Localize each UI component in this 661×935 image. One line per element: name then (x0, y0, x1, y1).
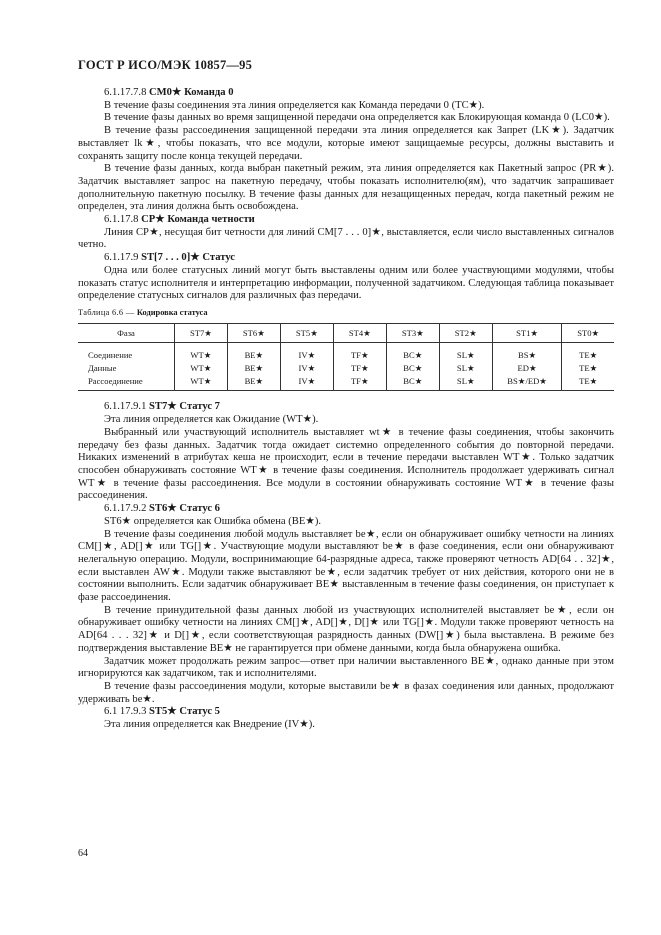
table-cell: IV★ (280, 362, 333, 375)
paragraph: В течение фазы данных, когда выбран пакетный режим, эта линия определяется как Пакетный запрос (PR★). Задатчик выставляет запрос на пакетную передачу, чтобы показать исполнителю(ям), что задатчик запрашивает дополнительную пакетную посылку. В течение фазы данных для незащищенных передач, когда пакетный режим не определен, эта линия должна быть освобождена. (78, 163, 614, 213)
paragraph: В течение принудительной фазы данных любой из участвующих исполнителей выставляет be★, если он обнаруживает ошибку четности на линиях CM[]★, AD[]★, D[]★ или TG[]★. Модули также проверяют четность на AD[64 . . . 32]★ и D[]★, если соответствующая разрядность данных (DW[]★) была выставлена. В режиме без подтверждения выставление BE★ не гарантируется при обмене данными, когда была обнаружена ошибка. (78, 604, 614, 654)
table-cell: BC★ (386, 362, 439, 375)
paragraph: Линия CP★, несущая бит четности для линий CM[7 . . . 0]★, выставляется, если число выставленных сигналов четно. (78, 226, 614, 251)
section-heading-st: 6.1.17.9 ST[7 . . . 0]★ Статус (104, 252, 235, 264)
table-header-cell: ST5★ (280, 323, 333, 343)
section-heading-st7: 6.1.17.9.1 ST7★ Статус 7 (104, 401, 220, 413)
table-header-cell: ST2★ (439, 323, 492, 343)
paragraph: ST6★ определяется как Ошибка обмена (BE★). (104, 515, 322, 527)
document-body (78, 87, 614, 732)
table-cell: WT★ (174, 343, 227, 362)
table-cell: TE★ (562, 362, 614, 375)
paragraph: Задатчик может продолжать режим запрос—ответ при наличии выставленного BE★, однако данные при этом игнорируются как задатчиком, так и исполнителями. (78, 655, 614, 680)
document-header: ГОСТ Р ИСО/МЭК 10857—95 (78, 58, 253, 72)
table-header-cell: ST7★ (174, 323, 227, 343)
table-cell: IV★ (280, 375, 333, 391)
paragraph: В течение фазы соединения эта линия определяется как Команда передачи 0 (TC★). (104, 99, 485, 111)
table-row (78, 375, 614, 391)
table-header-cell: ST3★ (386, 323, 439, 343)
table-cell: ED★ (492, 362, 562, 375)
table-cell: TE★ (562, 343, 614, 362)
table-header-cell: Фаза (78, 323, 174, 343)
paragraph: Выбранный или участвующий исполнитель выставляет wt★ в течение фазы соединения, чтобы закончить передачу без фазы данных. Задатчик тогда ожидает системно определенного события до повторной передачи. Никаких изменений в атрибутах кеша не происходит, если в течение передачи выставлен WT★. Только задатчик способен обнаруживать состояние WT★ в течение фазы соединения. Исполнитель продолжает удерживать сигнал WT★ в течение фазы рассоединения. Все модули в состоянии обнаруживать состояние WT★ в течение фазы рассоединения. (78, 426, 614, 502)
section-heading-st6: 6.1.17.9.2 ST6★ Статус 6 (104, 503, 220, 515)
table-cell: BC★ (386, 375, 439, 391)
paragraph: В течение фазы рассоединения модули, которые выставили be★ в фазах соединения или данных, продолжают удерживать be★. (78, 680, 614, 705)
table-cell: BS★/ED★ (492, 375, 562, 391)
table-cell: Рассоединение (78, 375, 174, 391)
section-heading-cm0: 6.1.17.7.8 CM0★ Команда 0 (104, 87, 234, 98)
table-cell: SL★ (439, 362, 492, 375)
section-heading-st5: 6.1 17.9.3 ST5★ Статус 5 (104, 706, 220, 718)
table-caption: Таблица 6.6 — Кодировка статуса (78, 307, 208, 317)
paragraph: Эта линия определяется как Ожидание (WT★). (104, 414, 319, 426)
table-header-cell: ST4★ (333, 323, 386, 343)
table-cell: BE★ (227, 362, 280, 375)
paragraph: В течение фазы соединения любой модуль выставляет be★, если он обнаруживает ошибку четности на линиях CM[]★, AD[]★ или TG[]★. Участвующие модули выставляют be★ в фазе соединения, если они обнаруживают нелегальную операцию. Модули, воспринимающие 64-разрядные адреса, также проверяют четность AD[64 . . 32]★, если выставлен AW★. Модули также выставляют be★, если задатчик требует от них действия, которого они не в состоянии выполнить. Если задатчик обнаруживает BE★ выставленным в течение фазы соединения, он приступает к фазе рассоединения. (78, 528, 614, 604)
page-number: 64 (78, 848, 88, 859)
table-cell: WT★ (174, 375, 227, 391)
table-header-row (78, 323, 614, 343)
table-cell: WT★ (174, 362, 227, 375)
table-cell: BE★ (227, 343, 280, 362)
table-cell: BE★ (227, 375, 280, 391)
table-cell: IV★ (280, 343, 333, 362)
table-header-cell: ST0★ (562, 323, 614, 343)
table-cell: SL★ (439, 343, 492, 362)
table-row (78, 343, 614, 362)
table-cell: TF★ (333, 375, 386, 391)
table-row (78, 362, 614, 375)
table-header-cell: ST1★ (492, 323, 562, 343)
paragraph: В течение фазы рассоединения защищенной передачи эта линия определяется как Запрет (LK★). Задатчик выставляет lk★, чтобы показать, что все модули, которые имеют защищаемые ресурсы, должны выставить и сохранять защиту после конца текущей передачи. (78, 125, 614, 162)
table-header-cell: ST6★ (227, 323, 280, 343)
paragraph: В течение фазы данных во время защищенной передачи она определяется как Блокирующая команда 0 (LC0★). (104, 112, 610, 124)
table-cell: TE★ (562, 375, 614, 391)
table-cell: Соединение (88, 350, 133, 361)
paragraph: Эта линия определяется как Внедрение (IV★). (104, 719, 315, 731)
table-cell: TF★ (333, 343, 386, 362)
paragraph: Одна или более статусных линий могут быть выставлены одним или более участвующими модулями, чтобы показать статус исполнителя и интерпретацию информации, полученной задатчиком. Следующая таблица показывает определение статусных сигналов для различных фаз передачи. (78, 264, 614, 302)
table-cell: Данные (88, 363, 117, 374)
table-cell: BS★ (492, 343, 562, 362)
table-cell: TF★ (333, 362, 386, 375)
status-table (78, 323, 614, 392)
table-cell: SL★ (439, 375, 492, 391)
section-heading-cp: 6.1.17.8 CP★ Команда четности (104, 214, 255, 226)
table-cell: BC★ (386, 343, 439, 362)
